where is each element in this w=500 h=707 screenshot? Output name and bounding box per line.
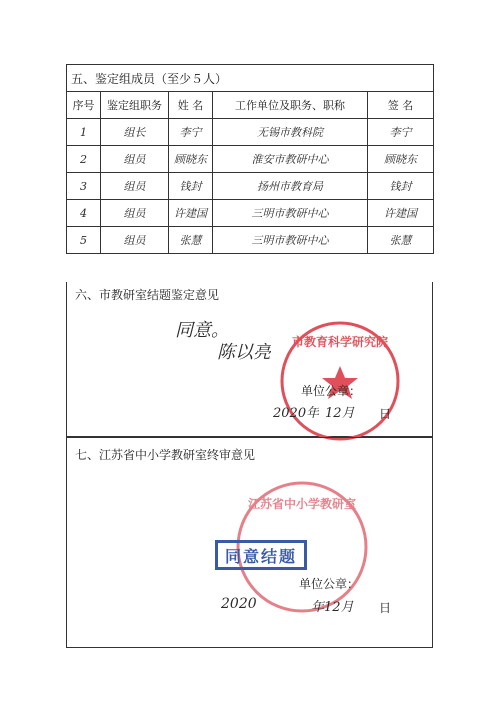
row-name: 顾晓东 [169, 146, 213, 173]
table-row [67, 119, 434, 146]
section6-box [66, 282, 433, 437]
row-unit: 三明市教研中心 [213, 200, 368, 227]
section7-title: 七、江苏省中小学教研室终审意见 [75, 448, 256, 462]
seal-text: 江苏省中小学教研室 [247, 497, 357, 511]
section6-date-day: 日 [379, 407, 392, 421]
members-table [66, 64, 434, 254]
row-role: 组员 [101, 173, 169, 200]
table-row [67, 173, 434, 200]
section6-seal-label: 单位公章： [301, 384, 362, 398]
section7-date-month: 年12月 [311, 600, 354, 615]
row-no: 5 [67, 227, 101, 254]
row-role: 组员 [101, 227, 169, 254]
row-role: 组长 [101, 119, 169, 146]
section6-date-year: 2020年 [273, 406, 320, 421]
row-sign: 李宁 [368, 119, 434, 146]
row-sign: 钱封 [368, 173, 434, 200]
row-name: 张慧 [169, 227, 213, 254]
row-unit: 无锡市教科院 [213, 119, 368, 146]
section7-date-day: 日 [379, 601, 392, 615]
seal-text: 市教育科学研究院 [291, 335, 389, 349]
section7-date-year: 2020 [221, 596, 257, 612]
section5-title: 五、鉴定组成员（至少５人） [67, 65, 434, 92]
approval-stamp: 同意结题 [215, 540, 307, 570]
section6-title: 六、市教研室结题鉴定意见 [75, 288, 220, 302]
row-no: 3 [67, 173, 101, 200]
row-no: 1 [67, 119, 101, 146]
table-header-row [67, 92, 434, 119]
section6-opinion: 同意。 [175, 320, 229, 341]
row-sign: 许建国 [368, 200, 434, 227]
row-sign: 张慧 [368, 227, 434, 254]
table-row [67, 146, 434, 173]
row-name: 李宁 [169, 119, 213, 146]
section6-date-month: 12月 [325, 406, 355, 421]
row-role: 组员 [101, 146, 169, 173]
header-name: 姓 名 [169, 92, 213, 119]
section7-box [66, 437, 433, 648]
row-no: 2 [67, 146, 101, 173]
row-no: 4 [67, 200, 101, 227]
row-unit: 扬州市教育局 [213, 173, 368, 200]
row-unit: 三明市教研中心 [213, 227, 368, 254]
header-role: 鉴定组职务 [101, 92, 169, 119]
section6-signature: 陈以亮 [217, 342, 271, 363]
section7-seal-label: 单位公章： [299, 577, 360, 591]
row-name: 钱封 [169, 173, 213, 200]
header-no: 序号 [67, 92, 101, 119]
row-sign: 顾晓东 [368, 146, 434, 173]
header-unit: 工作单位及职务、职称 [213, 92, 368, 119]
header-sign: 签 名 [368, 92, 434, 119]
row-name: 许建国 [169, 200, 213, 227]
row-role: 组员 [101, 200, 169, 227]
row-unit: 淮安市教研中心 [213, 146, 368, 173]
table-row [67, 227, 434, 254]
table-row [67, 200, 434, 227]
red-seal-icon [277, 318, 403, 444]
